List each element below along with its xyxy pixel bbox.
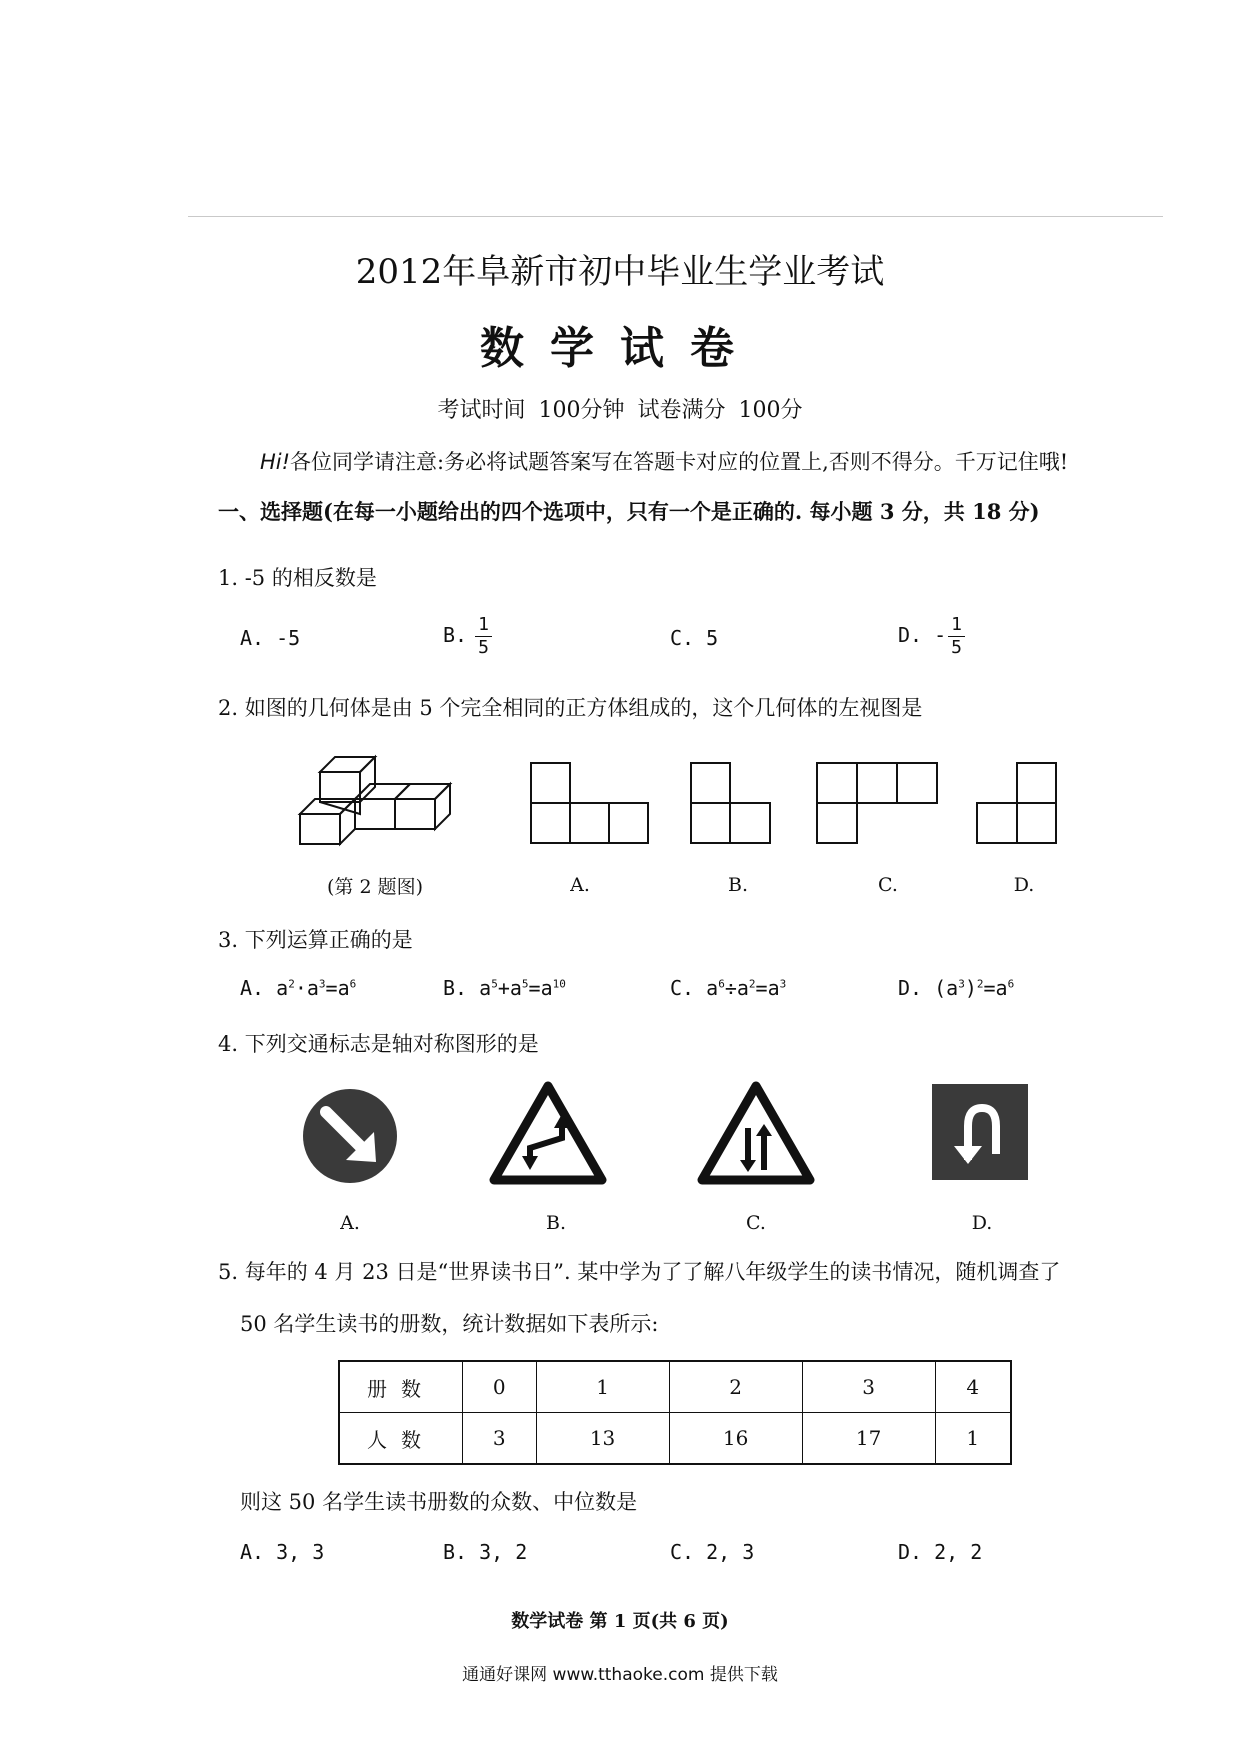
sign-c-two-way-traffic-icon bbox=[698, 1082, 814, 1184]
q3-a-label: A. bbox=[240, 976, 265, 1000]
exam-info: 考试时间 100分钟 试卷满分 100分 bbox=[437, 398, 803, 423]
table-cell: 4 bbox=[935, 1361, 1011, 1413]
q4-stem: 4. 下列交通标志是轴对称图形的是 bbox=[218, 1032, 539, 1056]
q3-option-c: C. $a^6\div a^2=a^3$ bbox=[670, 976, 787, 1000]
q4-option-c: C. bbox=[746, 1212, 766, 1234]
q2-figure-caption: (第 2 题图) bbox=[327, 876, 423, 898]
sign-d-u-turn-icon bbox=[932, 1084, 1028, 1180]
table-cell: 13 bbox=[536, 1413, 669, 1465]
source-line: 通通好课网 www.tthaoke.com 提供下载 bbox=[462, 1665, 778, 1685]
q2-option-a-figure bbox=[530, 762, 650, 844]
q2-option-d-figure bbox=[976, 762, 1058, 844]
q3-option-a: A. $a^2\cdot a^3=a^6$ bbox=[240, 976, 357, 1000]
q1-d-fraction bbox=[948, 616, 965, 657]
q1-option-a: A. -5 bbox=[240, 626, 301, 650]
q1-stem: 1. -5 的相反数是 bbox=[218, 566, 377, 590]
q5-question: 则这 50 名学生读书册数的众数、中位数是 bbox=[240, 1490, 638, 1514]
table-cell: 17 bbox=[802, 1413, 935, 1465]
q2-option-d: D. bbox=[1013, 874, 1035, 896]
notice-text: 各位同学请注意:务必将试题答案写在答题卡对应的位置上,否则不得分。千万记住哦! bbox=[290, 450, 1069, 474]
sign-a-arrow-icon bbox=[302, 1088, 398, 1184]
q5-option-b: B. 3, 2 bbox=[443, 1540, 528, 1564]
table-row bbox=[339, 1361, 1011, 1413]
notice bbox=[260, 446, 1068, 476]
subject-title: 数学试卷 bbox=[480, 323, 760, 374]
q1-b-prefix: B. bbox=[443, 623, 468, 647]
table-cell: 3 bbox=[802, 1361, 935, 1413]
q4-option-a: A. bbox=[340, 1212, 360, 1234]
q5-data-table bbox=[338, 1360, 1012, 1465]
q2-option-c-figure bbox=[816, 762, 938, 844]
exam-title: 2012年阜新市初中毕业生学业考试 bbox=[355, 252, 885, 292]
q1-b-denominator: 5 bbox=[478, 637, 489, 658]
q2-cube-figure bbox=[290, 742, 460, 852]
notice-hi: Hi! bbox=[260, 450, 291, 474]
q4-option-d: D. bbox=[971, 1212, 993, 1234]
q2-option-a: A. bbox=[570, 874, 590, 896]
top-rule bbox=[188, 216, 1163, 217]
q1-option-c: C. 5 bbox=[670, 626, 719, 650]
table-cell: 1 bbox=[536, 1361, 669, 1413]
section-heading: 一、选择题(在每一小题给出的四个选项中，只有一个是正确的. 每小题 3 分，共 18 分) bbox=[218, 499, 1040, 524]
q3-stem: 3. 下列运算正确的是 bbox=[218, 928, 413, 952]
q5-option-d: D. 2, 2 bbox=[898, 1540, 983, 1564]
table-cell: 0 bbox=[463, 1361, 537, 1413]
q3-option-b: B. $a^5+a^5=a^{10}$ bbox=[443, 976, 566, 1000]
q5-stem-line2: 50 名学生读书的册数，统计数据如下表所示: bbox=[240, 1312, 659, 1336]
table-cell: 2 bbox=[669, 1361, 802, 1413]
q2-option-b: B. bbox=[727, 874, 748, 896]
table-row bbox=[339, 1413, 1011, 1465]
table-cell: 1 bbox=[935, 1413, 1011, 1465]
q2-option-b-figure bbox=[690, 762, 772, 844]
q1-option-b bbox=[443, 616, 492, 657]
q5-option-c: C. 2, 3 bbox=[670, 1540, 755, 1564]
q3-b-label: B. bbox=[443, 976, 468, 1000]
q4-option-b: B. bbox=[545, 1212, 566, 1234]
q3-option-d: D. $(a^3)^2=a^6$ bbox=[898, 976, 1015, 1000]
table-header-people: 人数 bbox=[339, 1413, 463, 1465]
q1-option-d bbox=[898, 616, 965, 657]
page-footer: 数学试卷 第 1 页(共 6 页) bbox=[511, 1611, 729, 1632]
table-cell: 16 bbox=[669, 1413, 802, 1465]
q3-d-label: D. bbox=[898, 976, 923, 1000]
sign-b-winding-road-icon bbox=[490, 1082, 606, 1184]
q1-d-prefix: D. - bbox=[898, 623, 947, 647]
table-cell: 3 bbox=[463, 1413, 537, 1465]
table-header-books: 册数 bbox=[339, 1361, 463, 1413]
q5-stem-line1: 5. 每年的 4 月 23 日是“世界读书日”. 某中学为了了解八年级学生的读书情况，随机调查了 bbox=[218, 1260, 1061, 1284]
q2-option-c: C. bbox=[878, 874, 898, 896]
q1-b-numerator: 1 bbox=[475, 616, 492, 637]
q1-d-denominator: 5 bbox=[951, 637, 963, 658]
q1-d-numerator: 1 bbox=[948, 616, 965, 637]
q2-stem: 2. 如图的几何体是由 5 个完全相同的正方体组成的，这个几何体的左视图是 bbox=[218, 696, 923, 720]
q5-option-a: A. 3, 3 bbox=[240, 1540, 325, 1564]
q3-c-label: C. bbox=[670, 976, 695, 1000]
q1-b-fraction bbox=[475, 616, 492, 657]
